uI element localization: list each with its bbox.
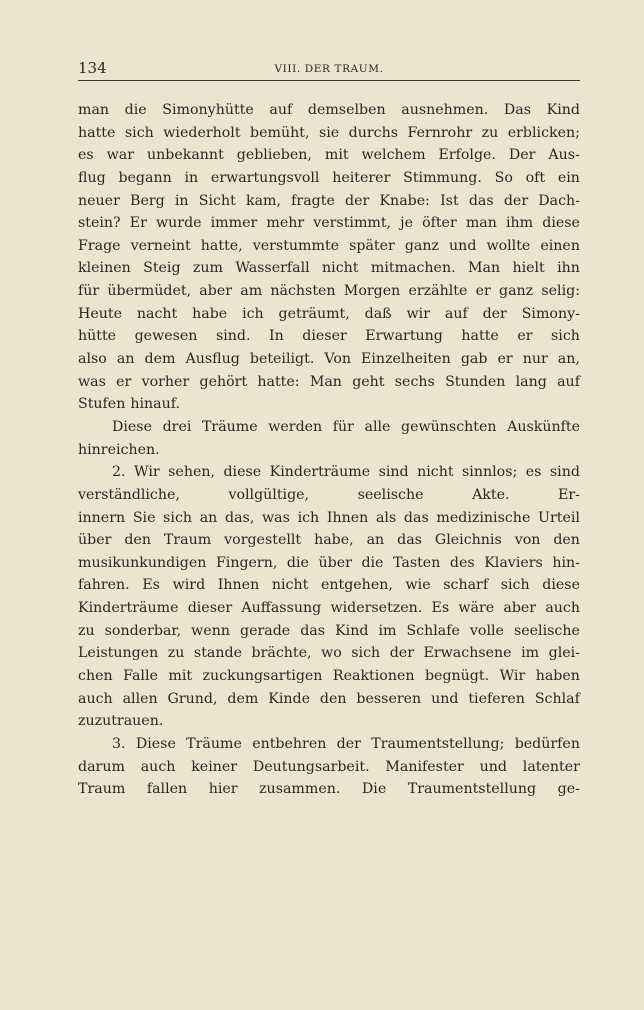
- word: seelische: [357, 486, 424, 503]
- word: wiederholt: [163, 124, 241, 141]
- word: fahren.: [78, 577, 130, 594]
- word: sich: [163, 509, 193, 526]
- word: Kinderträume: [78, 600, 179, 617]
- word: gewünschten: [401, 418, 497, 435]
- word: Wasserfall: [235, 260, 310, 277]
- word: Man: [309, 373, 342, 390]
- word: hütte: [78, 328, 117, 345]
- word: auf: [444, 305, 468, 322]
- word: unbekannt: [146, 147, 224, 164]
- word: Berg: [130, 192, 165, 209]
- word: dem: [227, 690, 259, 707]
- word: So: [494, 169, 513, 186]
- word: dieser: [302, 328, 347, 345]
- word: ganz: [499, 283, 534, 300]
- word: mit: [168, 668, 193, 685]
- word: auf: [269, 102, 293, 118]
- word: gerade: [240, 622, 291, 639]
- word: tieferen: [468, 690, 525, 707]
- word: hin-: [552, 554, 580, 571]
- word: chen: [78, 668, 113, 685]
- word: es: [525, 464, 542, 481]
- word: geht: [352, 373, 385, 390]
- word: Morgen: [343, 283, 401, 300]
- word: des: [449, 554, 475, 571]
- word: als: [375, 509, 397, 526]
- word: Steig: [143, 260, 181, 277]
- word: ganz: [404, 237, 439, 254]
- word: Gleichnis: [434, 532, 502, 549]
- word: Einzelheiten: [361, 351, 451, 368]
- word: hatte:: [257, 373, 300, 390]
- word: beteiligt.: [249, 351, 315, 368]
- word: Von: [324, 351, 351, 368]
- word: er: [517, 328, 533, 345]
- word: geblieben,: [236, 147, 312, 164]
- word: einen: [540, 237, 580, 254]
- word: hinauf.: [130, 396, 181, 413]
- word: Der: [508, 147, 536, 164]
- word: Man: [467, 260, 501, 277]
- word: volle: [469, 622, 504, 639]
- word: verständliche,: [78, 486, 180, 503]
- word: zum: [192, 260, 223, 277]
- word: wie: [405, 577, 431, 594]
- word: drei: [162, 418, 192, 435]
- word: Akte.: [472, 486, 510, 503]
- word: Ausflug: [185, 351, 240, 368]
- word: nacht: [136, 305, 178, 322]
- word: daß: [364, 305, 392, 322]
- word: zu: [167, 645, 185, 662]
- word: Klaviers: [484, 554, 543, 571]
- word: 3.: [112, 735, 126, 752]
- text-line: [78, 393, 580, 416]
- word: verstummte: [252, 237, 340, 254]
- word: vorher: [141, 373, 190, 390]
- word: zu: [481, 124, 499, 141]
- word: bemüht,: [250, 124, 310, 141]
- word: der: [336, 735, 361, 752]
- word: sie: [318, 124, 340, 141]
- word: Leistungen: [78, 645, 159, 662]
- word: der: [503, 192, 529, 209]
- word: demselben: [307, 102, 386, 118]
- word: sinnlos;: [462, 464, 518, 481]
- word: erzählte: [408, 283, 468, 300]
- word: heiterer: [332, 169, 391, 186]
- word: Frage: [78, 237, 121, 254]
- word: nur: [522, 351, 548, 368]
- word: ge-: [557, 781, 580, 798]
- word: Sie: [132, 509, 156, 526]
- word: Er-: [558, 486, 580, 503]
- word: Fingern,: [215, 554, 278, 571]
- word: dem: [144, 351, 176, 368]
- word: haben: [535, 668, 580, 685]
- word: Träume: [186, 735, 242, 752]
- word: später: [349, 237, 395, 254]
- word: welchem: [361, 147, 426, 164]
- word: Urteil: [538, 509, 580, 526]
- text-line: [78, 99, 580, 122]
- word: wäre: [458, 600, 495, 617]
- word: sind: [549, 464, 580, 481]
- word: sechs: [394, 373, 435, 390]
- word: den: [319, 690, 347, 707]
- word: bedürfen: [514, 735, 580, 752]
- word: Fernrohr: [407, 124, 473, 141]
- word: Erwachsene: [423, 645, 512, 662]
- text-line: [78, 574, 580, 597]
- text-line: [78, 416, 580, 439]
- word: Auffassung: [241, 600, 322, 617]
- word: Traum: [78, 781, 126, 798]
- word: lang: [515, 373, 547, 390]
- word: neuer: [78, 192, 120, 209]
- word: zusammen.: [259, 781, 341, 798]
- word: ausnehmen.: [401, 102, 489, 118]
- word: mitmachen.: [370, 260, 456, 277]
- word: alle: [364, 418, 391, 435]
- text-line: [78, 642, 580, 665]
- text-line: [78, 552, 580, 575]
- word: stein?: [78, 215, 121, 232]
- word: nicht: [322, 260, 359, 277]
- word: sich: [551, 328, 580, 345]
- word: der: [482, 305, 507, 322]
- word: vollgültige,: [228, 486, 310, 503]
- word: sich: [351, 645, 381, 662]
- word: besseren: [356, 690, 422, 707]
- word: Es: [431, 600, 450, 617]
- word: Diese: [135, 735, 176, 752]
- word: der: [389, 645, 414, 662]
- word: hatte: [78, 124, 116, 141]
- word: hier: [208, 781, 238, 798]
- word: Knabe:: [379, 192, 430, 209]
- text-line: [78, 597, 580, 620]
- word: sonderbar,: [104, 622, 182, 639]
- word: die: [361, 554, 384, 571]
- word: wenn: [191, 622, 230, 639]
- word: den: [553, 532, 580, 549]
- word: er: [497, 351, 513, 368]
- word: werden: [268, 418, 323, 435]
- word: im: [378, 622, 397, 639]
- word: war: [106, 147, 135, 164]
- word: das: [397, 532, 422, 549]
- word: kleinen: [78, 260, 131, 277]
- word: seelische: [513, 622, 580, 639]
- word: scharf: [443, 577, 489, 594]
- word: die: [124, 102, 147, 118]
- word: auch: [140, 758, 176, 775]
- word: ihm: [506, 215, 534, 232]
- word: Erwartung: [365, 328, 443, 345]
- word: sind: [378, 464, 409, 481]
- word: und: [449, 237, 477, 254]
- word: Tasten: [393, 554, 441, 571]
- running-head: VIII. DER TRAUM.: [274, 63, 384, 75]
- word: das: [468, 192, 494, 209]
- text-line: [78, 439, 580, 462]
- word: wo: [321, 645, 342, 662]
- word: man: [465, 215, 497, 232]
- word: entgehen,: [320, 577, 393, 594]
- word: über: [318, 554, 352, 571]
- word: Simony-: [521, 305, 580, 322]
- word: ihn: [557, 260, 580, 277]
- word: das: [403, 509, 429, 526]
- word: Kind: [546, 102, 580, 118]
- word: musikunkundigen: [78, 554, 207, 571]
- text-line: [78, 710, 580, 733]
- word: vorgestellt: [224, 532, 302, 549]
- text-line: [78, 529, 580, 552]
- word: fragte: [291, 192, 335, 209]
- word: er: [475, 283, 491, 300]
- word: übermüdet,: [107, 283, 192, 300]
- word: er: [116, 373, 132, 390]
- word: das,: [225, 509, 255, 526]
- word: nächsten: [270, 283, 336, 300]
- word: verneint: [130, 237, 191, 254]
- word: In: [269, 328, 284, 345]
- word: selig:: [541, 283, 580, 300]
- text-line: [78, 688, 580, 711]
- word: Kinde: [268, 690, 311, 707]
- text-line: [78, 620, 580, 643]
- word: Träume: [201, 418, 258, 435]
- word: Kinderträume: [269, 464, 371, 481]
- word: brächte,: [251, 645, 312, 662]
- word: für: [332, 418, 354, 435]
- word: gewesen: [134, 328, 198, 345]
- word: Schlaf: [534, 690, 580, 707]
- word: in: [184, 169, 199, 186]
- word: für: [78, 283, 100, 300]
- word: man: [78, 102, 110, 118]
- text-line: [78, 303, 580, 326]
- word: gehört: [199, 373, 248, 390]
- text-line: [78, 257, 580, 280]
- word: Schlafe: [406, 622, 460, 639]
- text-line: [78, 212, 580, 235]
- word: hielt: [512, 260, 545, 277]
- word: Traumentstellung: [407, 781, 537, 798]
- word: widersetzen.: [330, 600, 423, 617]
- word: allen: [122, 690, 158, 707]
- text-line: [78, 507, 580, 530]
- word: 2.: [112, 464, 126, 481]
- text-line: [78, 190, 580, 213]
- word: Aus-: [548, 147, 580, 164]
- word: sind.: [215, 328, 251, 345]
- word: latenter: [522, 758, 580, 775]
- word: ich: [297, 509, 320, 526]
- word: Diese: [112, 418, 152, 435]
- word: sich: [500, 577, 530, 594]
- word: Stunden: [445, 373, 506, 390]
- word: gab: [460, 351, 488, 368]
- text-line: [78, 484, 580, 507]
- word: keiner: [191, 758, 238, 775]
- word: kam,: [245, 192, 281, 209]
- word: sich: [124, 124, 154, 141]
- word: in: [174, 192, 189, 209]
- word: erblicken;: [507, 124, 580, 141]
- word: wurde: [156, 215, 202, 232]
- word: ein: [557, 169, 580, 186]
- word: begann: [118, 169, 172, 186]
- word: Die: [361, 781, 387, 798]
- text-line: [78, 371, 580, 394]
- word: sehen,: [168, 464, 215, 481]
- word: glei-: [548, 645, 580, 662]
- text-line: [78, 348, 580, 371]
- word: entbehren: [252, 735, 327, 752]
- word: Ist: [440, 192, 459, 209]
- word: habe: [192, 305, 228, 322]
- word: was: [262, 509, 290, 526]
- body-text: [78, 99, 580, 801]
- word: was: [78, 373, 106, 390]
- word: wollte: [486, 237, 531, 254]
- word: medizinische: [436, 509, 531, 526]
- word: Deutungsarbeit.: [252, 758, 370, 775]
- word: Ihnen: [217, 577, 260, 594]
- word: das: [300, 622, 326, 639]
- text-line: [78, 733, 580, 756]
- word: mit: [324, 147, 349, 164]
- word: nicht: [271, 577, 309, 594]
- word: verstimmt,: [313, 215, 392, 232]
- word: Grund,: [167, 690, 218, 707]
- word: also: [78, 351, 107, 368]
- word: an: [366, 532, 385, 549]
- word: Stufen: [78, 396, 126, 413]
- word: mehr: [266, 215, 305, 232]
- word: am: [240, 283, 263, 300]
- word: aber: [199, 283, 233, 300]
- word: Auskünfte: [507, 418, 580, 435]
- word: innern: [78, 509, 126, 526]
- word: an,: [557, 351, 580, 368]
- word: es: [78, 147, 94, 164]
- word: Reaktionen: [332, 668, 415, 685]
- text-line: [78, 280, 580, 303]
- word: der: [345, 192, 370, 209]
- word: Kind: [335, 622, 369, 639]
- word: Erfolge.: [438, 147, 496, 164]
- text-line: [78, 167, 580, 190]
- text-line: [78, 461, 580, 484]
- word: ich: [242, 305, 264, 322]
- word: Simonyhütte: [162, 102, 254, 118]
- word: hatte,: [200, 237, 243, 254]
- word: die: [286, 554, 309, 571]
- word: Sicht: [198, 192, 236, 209]
- word: nicht: [417, 464, 454, 481]
- word: zu: [78, 622, 95, 639]
- word: wird: [172, 577, 206, 594]
- word: zuckungsartigen: [202, 668, 323, 685]
- word: an: [199, 509, 218, 526]
- word: Stimmung.: [403, 169, 482, 186]
- word: diese: [542, 577, 580, 594]
- word: wir: [406, 305, 430, 322]
- word: fallen: [146, 781, 188, 798]
- word: auch: [545, 600, 580, 617]
- text-line: [78, 144, 580, 167]
- word: auch: [78, 690, 113, 707]
- word: darum: [78, 758, 125, 775]
- word: den: [124, 532, 151, 549]
- word: im: [521, 645, 540, 662]
- text-line: [78, 122, 580, 145]
- word: Dach-: [538, 192, 580, 209]
- text-line: [78, 325, 580, 348]
- word: und: [479, 758, 507, 775]
- page-header: [78, 59, 580, 81]
- word: Ihnen: [326, 509, 369, 526]
- word: aber: [503, 600, 537, 617]
- word: habe,: [314, 532, 354, 549]
- word: hinreichen.: [78, 441, 160, 458]
- word: stande: [193, 645, 242, 662]
- word: begnügt.: [424, 668, 490, 685]
- word: je: [400, 215, 413, 232]
- word: Traumentstellung;: [371, 735, 505, 752]
- word: auf: [557, 373, 580, 390]
- word: immer: [210, 215, 258, 232]
- word: flug: [78, 169, 106, 186]
- word: öfter: [422, 215, 457, 232]
- page-number: 134: [78, 59, 107, 77]
- word: zuzutrauen.: [78, 713, 164, 730]
- word: diese: [223, 464, 262, 481]
- word: über: [78, 532, 112, 549]
- word: Es: [142, 577, 160, 594]
- text-line: [78, 778, 580, 801]
- word: Das: [503, 102, 532, 118]
- word: Wir: [499, 668, 526, 685]
- word: an: [116, 351, 135, 368]
- word: und: [431, 690, 459, 707]
- word: durchs: [348, 124, 399, 141]
- word: diese: [542, 215, 580, 232]
- word: Wir: [134, 464, 160, 481]
- word: Heute: [78, 305, 123, 322]
- text-line: [78, 235, 580, 258]
- word: oft: [525, 169, 546, 186]
- word: erwartungsvoll: [210, 169, 320, 186]
- text-line: [78, 756, 580, 779]
- word: Traum: [163, 532, 212, 549]
- word: dieser: [187, 600, 233, 617]
- word: von: [514, 532, 541, 549]
- word: geträumt,: [278, 305, 350, 322]
- word: Er: [129, 215, 147, 232]
- word: Manifester: [385, 758, 464, 775]
- word: Falle: [123, 668, 158, 685]
- word: hatte: [461, 328, 499, 345]
- text-line: [78, 665, 580, 688]
